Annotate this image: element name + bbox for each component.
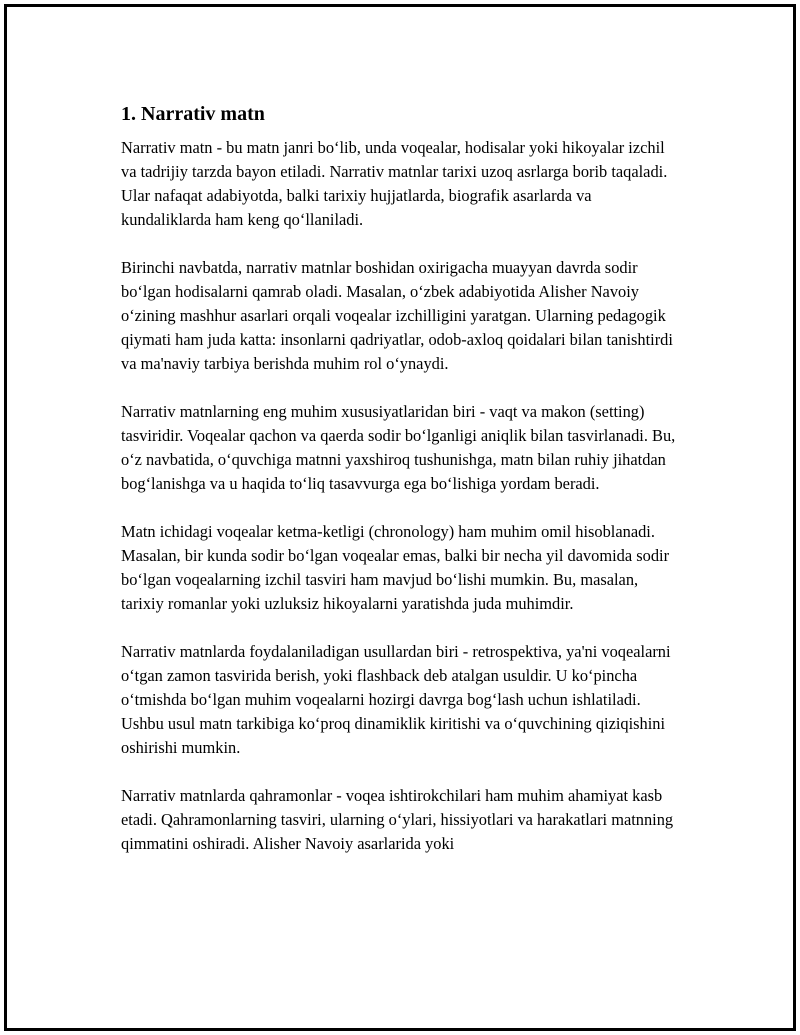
paragraph-2: Birinchi navbatda, narrativ matnlar boshidan oxirigacha muayyan davrda sodir bo‘lgan hodisalarni qamrab oladi. Masalan, o‘zbek adabiyotida Alisher Navoiy o‘zining mashhur asarlari orqali voqealar izchilligini yaratgan. Ularning pedagogik qiymati ham juda katta: insonlarni qadriyatlar, odob-axloq qoidalari bilan tanishtirdi va ma'naviy tarbiya berishda muhim rol o‘ynaydi. <box>121 258 673 373</box>
page <box>4 4 796 1031</box>
section-heading: 1. Narrativ matn <box>121 103 265 125</box>
document-body <box>121 102 681 880</box>
paragraph-6: Narrativ matnlarda qahramonlar - voqea ishtirokchilari ham muhim ahamiyat kasb etadi. Qahramonlarning tasviri, ularning o‘ylari, hissiyotlari va harakatlari matnning qimmatini oshiradi. Alisher Navoiy asarlarida yoki <box>121 786 674 853</box>
paragraph-1: Narrativ matn - bu matn janri bo‘lib, unda voqealar, hodisalar yoki hikoyalar izchil va tadrijiy tarzda bayon etiladi. Narrativ matnlar tarixi uzoq asrlarga borib taqaladi. Ular nafaqat adabiyotda, balki tarixiy hujjatlarda, biografik asarlarda va kundaliklarda ham keng qo‘llaniladi. <box>121 138 668 229</box>
paragraph-3: Narrativ matnlarning eng muhim xususiyatlaridan biri - vaqt va makon (setting) tasviridir. Voqealar qachon va qaerda sodir bo‘lganligi aniqlik bilan tasvirlanadi. Bu, o‘z navbatida, o‘quvchiga matnni yaxshiroq tushunishga, matn bilan ruhiy jihatdan bog‘lanishga va u haqida to‘liq tasavvurga ega bo‘lishiga yordam beradi. <box>121 402 676 493</box>
paragraph-4: Matn ichidagi voqealar ketma-ketligi (chronology) ham muhim omil hisoblanadi. Masalan, bir kunda sodir bo‘lgan voqealar emas, balki bir necha yil davomida sodir bo‘lgan voqealarning izchil tasviri ham mavjud bo‘lishi mumkin. Bu, masalan, tarixiy romanlar yoki uzluksiz hikoyalarni yaratishda juda muhimdir. <box>121 522 670 613</box>
paragraph-5: Narrativ matnlarda foydalaniladigan usullardan biri - retrospektiva, ya'ni voqealarni o‘tgan zamon tasvirida berish, yoki flashback deb atalgan usuldir. U ko‘pincha o‘tmishda bo‘lgan muhim voqealarni hozirgi davrga bog‘lash uchun ishlatiladi. Ushbu usul matn tarkibiga ko‘proq dinamiklik kiritishi va o‘quvchining qiziqishini oshirishi mumkin. <box>121 642 671 757</box>
